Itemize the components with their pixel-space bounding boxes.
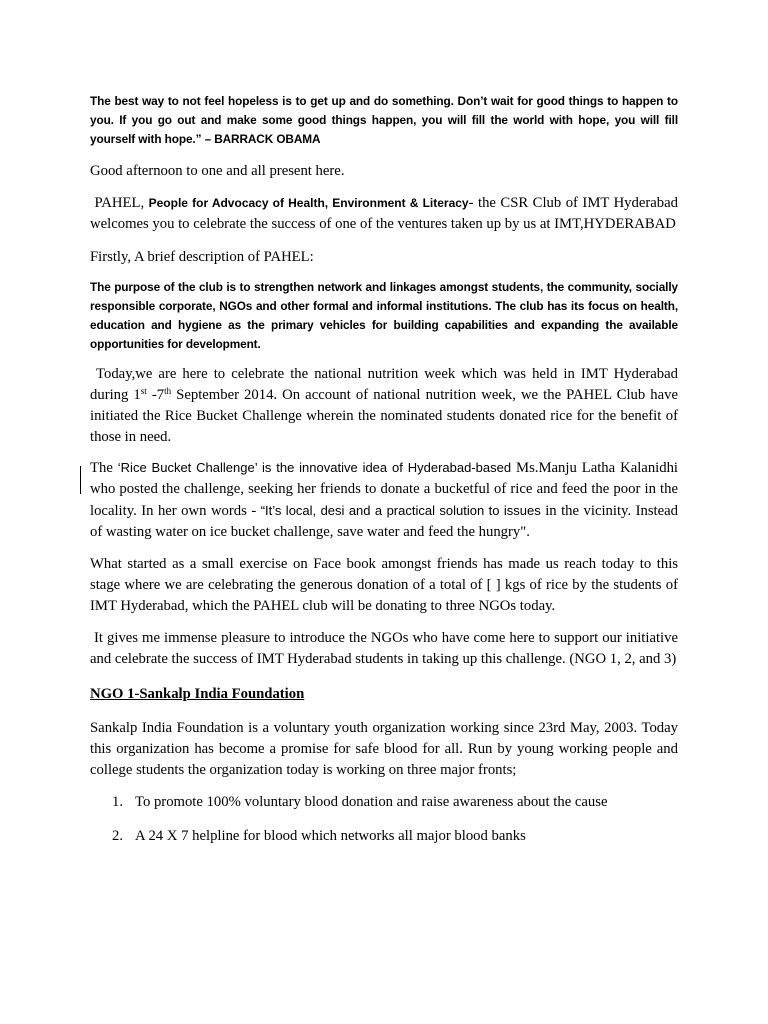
rice-rest: Ms.Manju Latha Kalanidhi who posted the challenge, seeking her friends to donate a bucketful of rice and feed the poor in the locality. In her own words - — [90, 460, 679, 519]
today-part2: -7 — [146, 387, 165, 403]
rice-paragraph — [90, 457, 678, 543]
club-expansion: People for Advocacy of Health, Environment & Literacy — [148, 196, 469, 210]
list-item — [90, 826, 678, 847]
opening-quote: The best way to not feel hopeless is to get up and do something. Don’t wait for good things to happen to you. If you go out and make some good things happen, you will fill the world with hope, you will fill yourself with hope.” – BARRACK OBAMA — [90, 94, 678, 146]
today-part1: Today,we are here to celebrate the national nutrition week which was held in IMT Hyderabad during 1 — [90, 366, 678, 403]
text-cursor — [80, 466, 81, 494]
rice-words: “It’s local, desi and a practical solution to issues — [260, 503, 541, 518]
firstly-line: Firstly, A brief description of PAHEL: — [90, 249, 314, 265]
gives-text: It gives me immense pleasure to introduce the NGOs who have come here to support our initiative and celebrate the success of IMT Hyderabad students in taking up this challenge. (NGO 1, 2, and 3) — [90, 630, 679, 667]
list-number: 1. — [112, 794, 124, 810]
today-sup2: th — [164, 386, 172, 396]
list-text: To promote 100% voluntary blood donation and raise awareness about the cause — [135, 794, 608, 810]
gives-paragraph — [90, 628, 678, 670]
rice-rest2: in the vicinity. Instead of wasting water on ice bucket challenge, save water and feed the hungry". — [90, 503, 679, 540]
rice-lead: The — [90, 460, 113, 476]
rice-quoted: ‘Rice Bucket Challenge’ is the innovative idea of Hyderabad-based — [117, 460, 512, 475]
sankalp-paragraph: Sankalp India Foundation is a voluntary youth organization working since 23rd May, 2003. Today this organization has become a promise for safe blood for all. Run by young working people and college students the organization today is working on three major fronts; — [90, 720, 678, 778]
list-item — [90, 792, 678, 813]
purpose-paragraph: The purpose of the club is to strengthen network and linkages amongst students, the community, socially responsible corporate, NGOs and other formal and informal institutions. The club has its focus on health, education and hygiene as the primary vehicles for building capabilities and expanding the available opportunities for development. — [90, 280, 678, 351]
document-body — [90, 92, 678, 860]
today-sup1: st — [140, 386, 147, 396]
fronts-list — [90, 792, 678, 847]
today-part3: September 2014. On account of national nutrition week, we the PAHEL Club have initiated the Rice Bucket Challenge wherein the nominated students donated rice for the benefit of those in need. — [90, 387, 678, 445]
intro-paragraph — [90, 193, 678, 235]
list-text: A 24 X 7 helpline for blood which networks all major blood banks — [135, 828, 526, 844]
what-paragraph: What started as a small exercise on Face book amongst friends has made us reach today to this stage where we are celebrating the generous donation of a total of [ ] kgs of rice by the students of IMT Hyderabad, which the PAHEL club will be donating to three NGOs today. — [90, 556, 678, 614]
intro-rest: - the CSR Club of IMT Hyderabad welcomes you to celebrate the success of one of the ventures taken up by us at IMT,HYDERABAD — [90, 195, 678, 232]
club-name: PAHEL, — [94, 195, 145, 211]
list-number: 2. — [112, 828, 124, 844]
greeting: Good afternoon to one and all present here. — [90, 163, 345, 179]
today-paragraph — [90, 364, 678, 448]
ngo-heading: NGO 1-Sankalp India Foundation — [90, 686, 305, 702]
